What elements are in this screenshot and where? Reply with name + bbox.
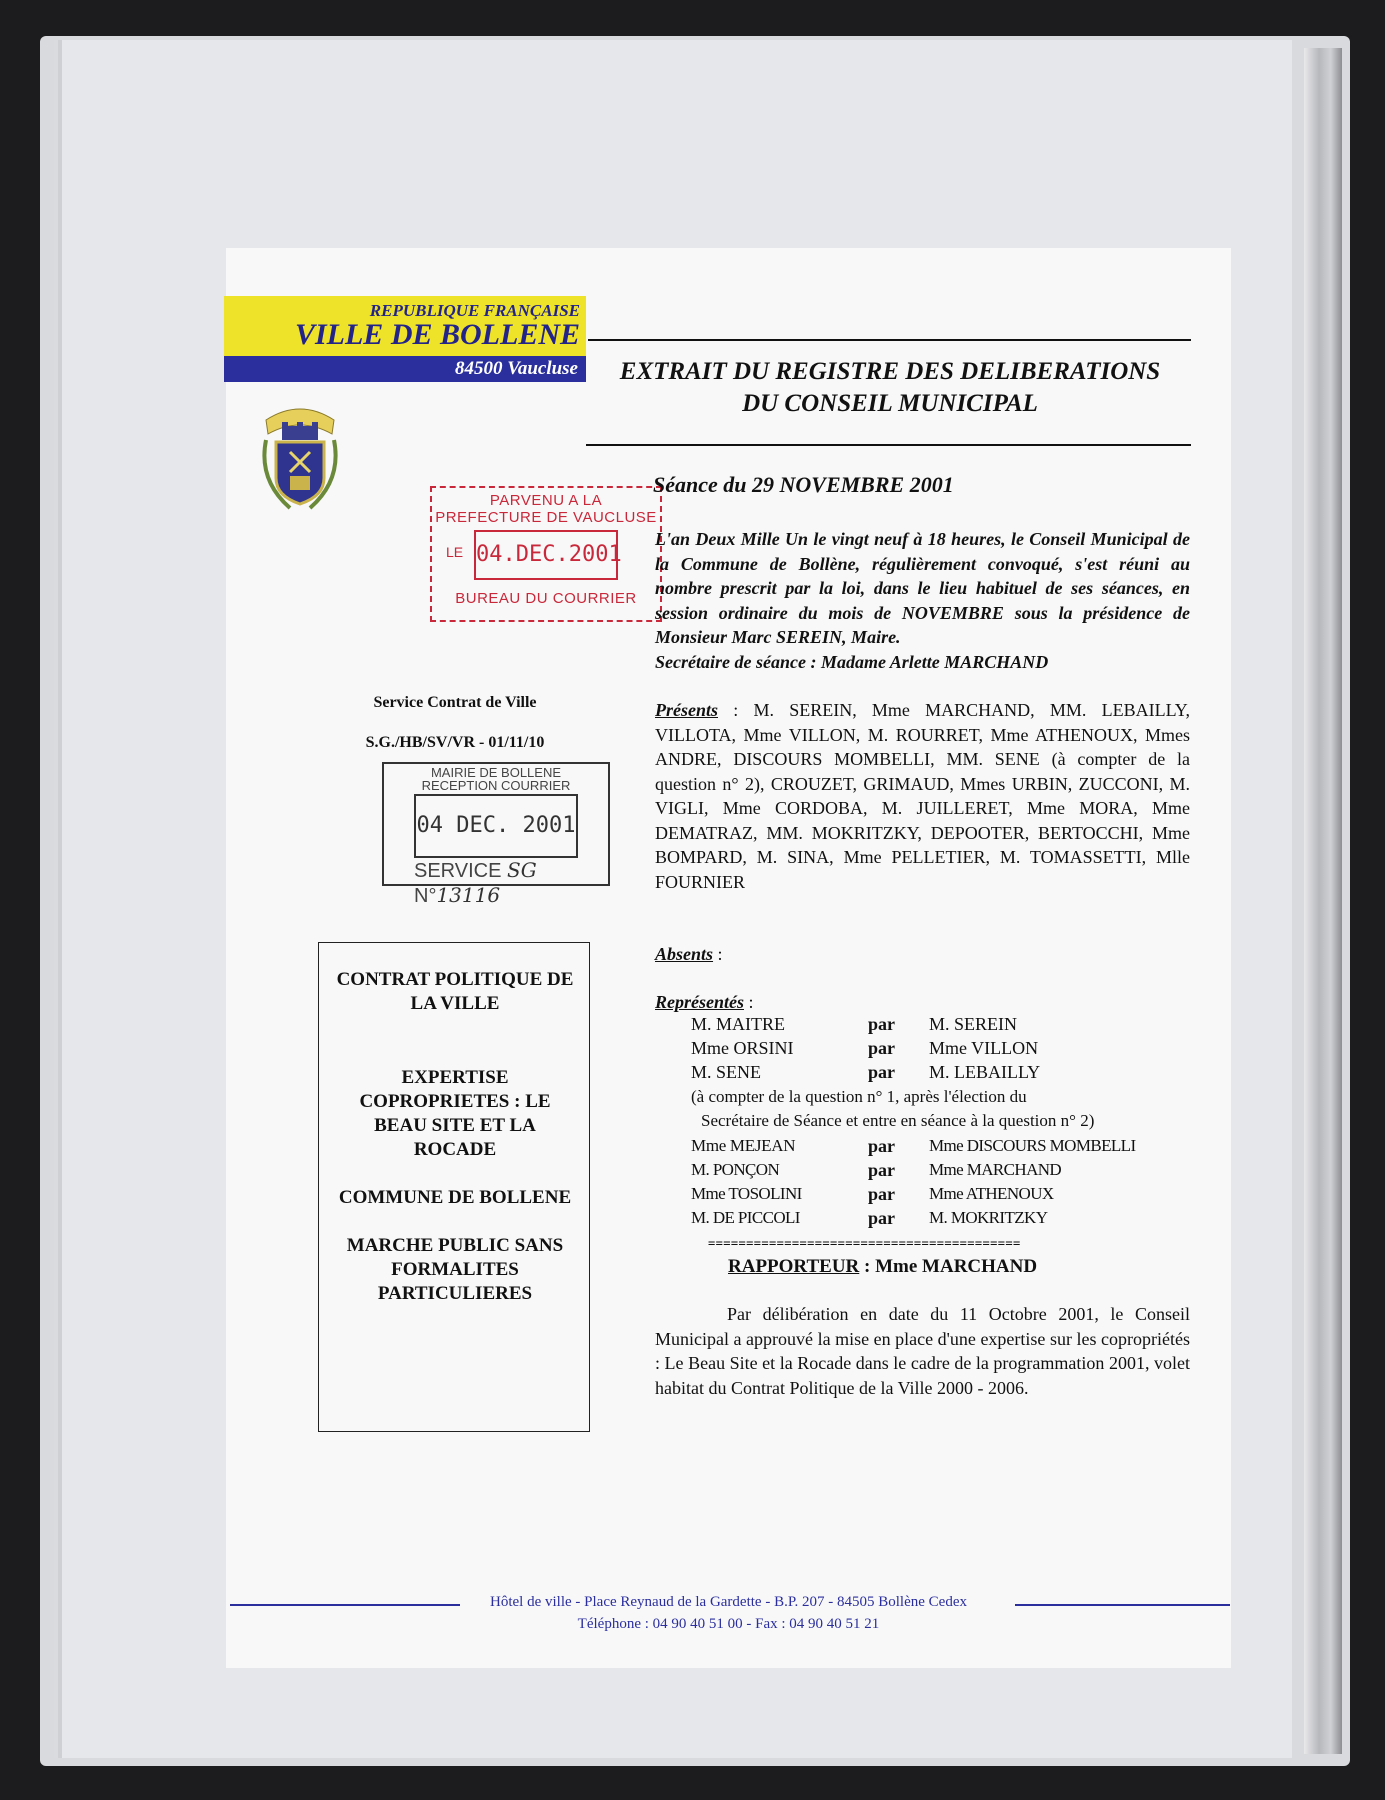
representes-by: M. LEBAILLY: [929, 1062, 1041, 1082]
representes-colon: :: [744, 992, 754, 1012]
representes-label: Représentés: [655, 992, 744, 1012]
subject-line: ROCADE: [413, 1139, 497, 1160]
mairie-stamp-date: 04 DEC. 2001: [414, 794, 578, 858]
departement-label: 84500 Vaucluse: [455, 358, 578, 379]
representes-name: M. SENE: [691, 1062, 762, 1082]
prefecture-stamp-date: 04.DEC.2001: [474, 530, 618, 580]
representes-by: Mme DISCOURS MOMBELLI: [929, 1136, 1136, 1155]
rapporteur-line: [728, 1256, 1037, 1278]
subject-line: BEAU SITE ET LA: [374, 1115, 536, 1136]
representes-par: par: [868, 1208, 895, 1228]
representes-name: Mme MEJEAN: [691, 1136, 796, 1155]
mairie-stamp-numero-label: N°: [414, 885, 437, 907]
prefecture-stamp-line4: BUREAU DU COURRIER: [455, 590, 637, 607]
republique-label: REPUBLIQUE FRANÇAISE: [369, 301, 580, 320]
seance-heading: Séance du 29 NOVEMBRE 2001: [653, 472, 954, 497]
subject-line: PARTICULIERES: [377, 1283, 533, 1304]
subject-line: COPROPRIETES : LE: [359, 1091, 551, 1112]
subject-line: COMMUNE DE BOLLENE: [338, 1187, 572, 1208]
absents-line: [655, 942, 1190, 967]
header-rule-bottom: [586, 444, 1191, 446]
subject-line: LA VILLE: [410, 993, 500, 1014]
subject-line: FORMALITES: [391, 1259, 519, 1280]
reference-code: S.G./HB/SV/VR - 01/11/10: [365, 734, 545, 751]
absents-value: :: [713, 944, 723, 964]
representes-note-line1: (à compter de la question n° 1, après l'élection du: [691, 1087, 1027, 1106]
intro-paragraph: L'an Deux Mille Un le vingt neuf à 18 heures, le Conseil Municipal de la Commune de Bollène, régulièrement convoqué, s'est réuni au nombre prescrit par la loi, dans le lieu habituel de ses séances, en session ordinaire du mois de NOVEMBRE sous la présidence de Monsieur Marc SEREIN, Maire.: [655, 529, 1190, 647]
rapporteur-name: : Mme MARCHAND: [859, 1256, 1038, 1277]
presents-label: Présents: [655, 700, 718, 720]
presents-paragraph: [655, 698, 1190, 894]
representes-by: Mme ATHENOUX: [929, 1184, 1054, 1203]
representes-par: par: [868, 1136, 895, 1156]
prefecture-stamp: [430, 486, 662, 622]
prefecture-stamp-line1: PARVENU A LA: [489, 492, 603, 509]
footer-phone: Téléphone : 04 90 40 51 00 - Fax : 04 90 40 51 21: [577, 1616, 880, 1632]
representes-by: Mme MARCHAND: [929, 1160, 1062, 1179]
presents-list: : M. SEREIN, Mme MARCHAND, MM. LEBAILLY, VILLOTA, Mme VILLON, M. ROURRET, Mme ATHENOUX, Mmes ANDRE, DISCOURS MOMBELLI, MM. SENE (à compter de la question n° 2), CROUZET, GRIMAUD, Mmes URBIN, ZUCCONI, M. VIGLI, Mme CORDOBA, M. JUILLERET, Mme MORA, Mme DEMATRAZ, MM. MOKRITZKY, DEPOOTER, BERTOCCHI, Mme BOMPARD, M. SINA, Mme PELLETIER, M. TOMASSETTI, Mlle FOURNIER: [655, 700, 1190, 892]
document-title: [590, 356, 1190, 420]
representes-par: par: [868, 1184, 895, 1204]
subject-line: EXPERTISE: [401, 1067, 509, 1088]
subject-line: CONTRAT POLITIQUE DE: [336, 969, 574, 990]
header-rule-top: [588, 339, 1191, 341]
representes-par: par: [868, 1160, 895, 1180]
prefecture-stamp-le: LE: [446, 544, 464, 560]
rapporteur-label: RAPPORTEUR: [728, 1256, 860, 1277]
secretaire-line: Secrétaire de séance : Madame Arlette MARCHAND: [655, 652, 1049, 672]
mairie-stamp-line1: MAIRIE DE BOLLENE: [430, 765, 562, 780]
representes-par: par: [868, 1062, 895, 1082]
subject-box: [318, 942, 590, 1432]
deliberation-paragraph: Par délibération en date du 11 Octobre 2001, le Conseil Municipal a approuvé la mise en place d'une expertise sur les copropriétés : Le Beau Site et la Rocade dans le cadre de la programmation 2001, volet habitat du Contrat Politique de la Ville 2000 - 2006.: [655, 1304, 1190, 1398]
mairie-stamp-line2: RECEPTION COURRIER: [421, 778, 571, 793]
mairie-stamp: [382, 762, 610, 907]
subject-line: MARCHE PUBLIC SANS: [346, 1235, 564, 1256]
representes-par: par: [868, 1038, 895, 1058]
representes-name: M. MAITRE: [691, 1014, 785, 1034]
representes-name: Mme TOSOLINI: [691, 1184, 802, 1203]
representes-name: M. DE PICCOLI: [691, 1208, 800, 1227]
absents-label: Absents: [655, 944, 714, 964]
representes-by: M. MOKRITZKY: [929, 1208, 1048, 1227]
mairie-stamp-numero-handwritten: 13116: [436, 883, 501, 907]
separator-line: =========================================: [708, 1236, 1021, 1250]
mairie-stamp-service-handwritten: SG: [507, 858, 537, 882]
document-title-line2: DU CONSEIL MUNICIPAL: [742, 390, 1038, 417]
mairie-stamp-service: [414, 858, 608, 908]
coat-of-arms-icon: [260, 400, 340, 515]
ville-title: VILLE DE BOLLENE: [294, 318, 580, 351]
representes-name: M. PONÇON: [691, 1160, 780, 1179]
representes-note-line2: Secrétaire de Séance et entre en séance à la question n° 2): [701, 1111, 1095, 1130]
binder-spine: [1304, 48, 1342, 1754]
prefecture-stamp-line2: PREFECTURE DE VAUCLUSE: [435, 509, 657, 526]
representes-by: Mme VILLON: [929, 1038, 1039, 1058]
service-label: Service Contrat de Ville: [373, 694, 537, 711]
footer-address: Hôtel de ville - Place Reynaud de la Gardette - B.P. 207 - 84505 Bollène Cedex: [490, 1594, 967, 1610]
document-title-line1: EXTRAIT DU REGISTRE DES DELIBERATIONS: [619, 358, 1161, 385]
representes-par: par: [868, 1014, 895, 1034]
representes-name: Mme ORSINI: [691, 1038, 794, 1058]
representes-line: [655, 990, 1190, 1015]
representes-by: M. SEREIN: [929, 1014, 1018, 1034]
mairie-stamp-service-label: SERVICE: [414, 860, 502, 882]
